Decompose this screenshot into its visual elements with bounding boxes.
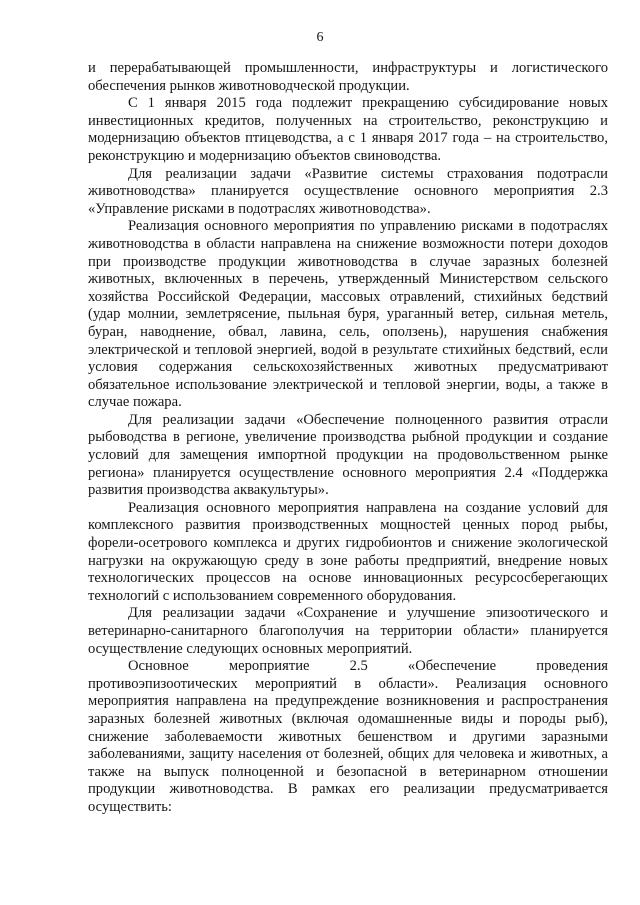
paragraph-fish-farming-task: Для реализации задачи «Обеспечение полноценного развития отрасли рыбоводства в регионе, увеличение производства рыбной продукции и создание условий для замещения импортной продукции на продовольственном рынке региона» планируется осуществление основного мероприятия 2.4 «Поддержка развития производства аквакультуры». [88,411,608,499]
paragraph-subsidy-termination: С 1 января 2015 года подлежит прекращению субсидирование новых инвестиционных кредитов, полученных на строительство, реконструкцию и модернизацию объектов птицеводства, а с 1 января 2017 года – на строительство, реконструкцию и модернизацию объектов свиноводства. [88,95,608,164]
page-number: 6 [316,30,324,45]
paragraph-veterinary-task: Для реализации задачи «Сохранение и улучшение эпизоотического и ветеринарно-санитарного благополучия на территории области» планируется осуществление следующих основных мероприятий. [88,605,608,657]
body-text [88,60,608,817]
paragraph-continuation: и перерабатывающей промышленности, инфраструктуры и логистического обеспечения рынков животноводческой продукции. [88,60,608,94]
paragraph-insurance-task: Для реализации задачи «Развитие системы страхования подотрасли животноводства» планируется осуществление основного мероприятия 2.3 «Управление рисками в подотраслях животноводства». [88,165,608,217]
paragraph-risk-management: Реализация основного мероприятия по управлению рисками в подотраслях животноводства в области направлена на снижение возможности потери доходов при производстве продукции животноводства в случае заразных болезней животных, включенных в перечень, утвержденный Министерством сельского хозяйства Российской Федерации, массовых отравлений, стихийных бедствий (удар молнии, землетрясение, пыльная буря, ураганный ветер, сильная метель, буран, наводнение, обвал, лавина, сель, оползень), нарушения снабжения электрической и тепловой энергией, водой в результате стихийных бедствий, если условия содержания сельскохозяйственных животных предусматривают обязательное использование электрической и тепловой энергии, воды, а также в случае пожара. [88,218,608,411]
paragraph-antiepizootic-measure: Основное мероприятие 2.5 «Обеспечение проведения противоэпизоотических мероприятий в области». Реализация основного мероприятия направлена на предупреждение возникновения и распространения заразных болезней животных (включая одомашненные виды и породы рыб), снижение заболеваемости животных бешенством и другими заразными заболеваниями, защиту населения от болезней, общих для человека и животных, а также на выпуск полноценной и безопасной в ветеринарном отношении продукции животноводства. В рамках его реализации предусматривается осуществить: [88,658,608,815]
paragraph-aquaculture-measure: Реализация основного мероприятия направлена на создание условий для комплексного развития производственных мощностей ценных пород рыбы, форели-осетрового комплекса и других гидробионтов и снижение экологической нагрузки на окружающую среду в зоне работы предприятий, внедрение новых технологических процессов на основе инновационных ресурсосберегающих технологий с использованием современного оборудования. [88,499,608,604]
